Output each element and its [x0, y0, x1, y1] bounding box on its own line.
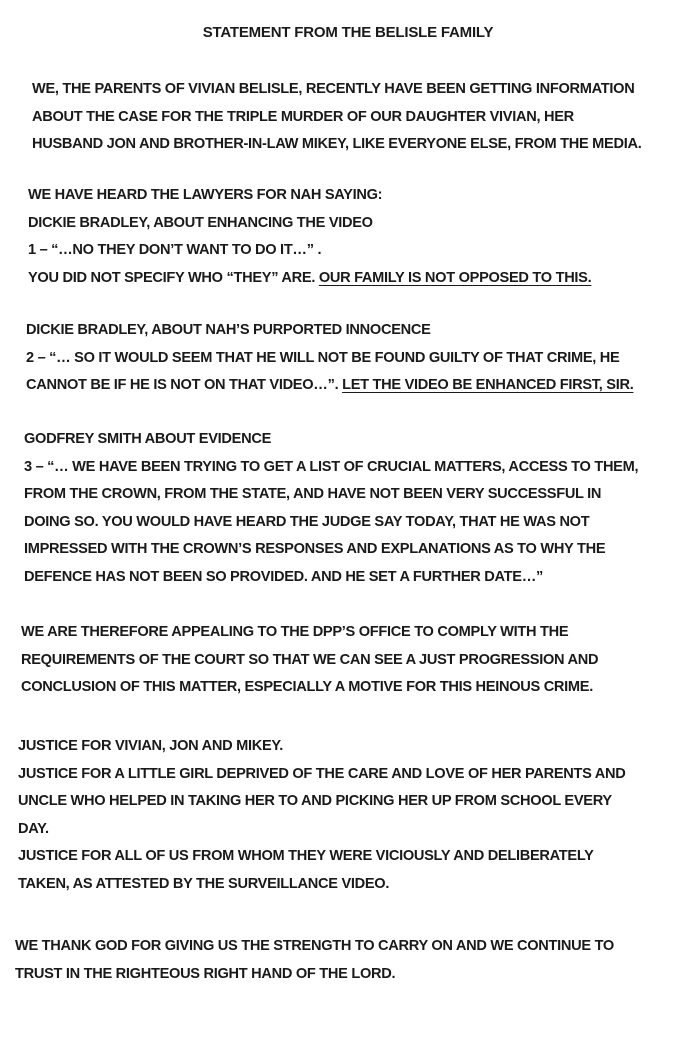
- justice-line: JUSTICE FOR ALL OF US FROM WHOM THEY WERE VICIOUSLY AND DELIBERATELY: [18, 848, 594, 864]
- quote-2-response-underlined: LET THE VIDEO BE ENHANCED FIRST, SIR.: [342, 377, 634, 393]
- quote-2-text-1: 2 – “… SO IT WOULD SEEM THAT HE WILL NOT BE FOUND GUILTY OF THAT CRIME, HE: [26, 349, 620, 366]
- justice-line: TAKEN, AS ATTESTED BY THE SURVEILLANCE VIDEO.: [18, 875, 390, 892]
- quote-1-response-line: [28, 265, 591, 293]
- quote-2-text-line-2: [26, 372, 633, 400]
- quote-3-line: DEFENCE HAS NOT BEEN SO PROVIDED. AND HE SET A FURTHER DATE…”: [24, 568, 544, 585]
- quote-1-response: YOU DID NOT SPECIFY WHO “THEY” ARE.: [28, 269, 319, 286]
- justice-line: UNCLE WHO HELPED IN TAKING HER TO AND PICKING HER UP FROM SCHOOL EVERY: [18, 793, 612, 809]
- justice-paragraph: [18, 733, 626, 898]
- quote-3-line: IMPRESSED WITH THE CROWN’S RESPONSES AND EXPLANATIONS AS TO WHY THE: [24, 541, 606, 557]
- closing-line: TRUST IN THE RIGHTEOUS RIGHT HAND OF THE LORD.: [15, 965, 396, 982]
- quote-1-text: 1 – “…NO THEY DON’T WANT TO DO IT…” .: [28, 242, 322, 258]
- quote-3-speaker: GODFREY SMITH ABOUT EVIDENCE: [24, 431, 272, 447]
- quote-2-text-2: CANNOT BE IF HE IS NOT ON THAT VIDEO…”.: [26, 377, 343, 393]
- justice-line: DAY.: [18, 820, 49, 837]
- intro-line: WE, THE PARENTS OF VIVIAN BELISLE, RECENTLY HAVE BEEN GETTING INFORMATION: [32, 81, 635, 97]
- quote-2-speaker: DICKIE BRADLEY, ABOUT NAH’S PURPORTED INNOCENCE: [26, 322, 431, 338]
- quote-3-line: 3 – “… WE HAVE BEEN TRYING TO GET A LIST OF CRUCIAL MATTERS, ACCESS TO THEM,: [24, 458, 639, 475]
- appeal-line: REQUIREMENTS OF THE COURT SO THAT WE CAN SEE A JUST PROGRESSION AND: [21, 651, 599, 668]
- appeal-line: CONCLUSION OF THIS MATTER, ESPECIALLY A MOTIVE FOR THIS HEINOUS CRIME.: [21, 679, 593, 695]
- intro-paragraph: [32, 76, 641, 159]
- quote-1-speaker: DICKIE BRADLEY, ABOUT ENHANCING THE VIDEO: [28, 214, 373, 231]
- document-title: STATEMENT FROM THE BELISLE FAMILY: [202, 24, 494, 41]
- appeal-paragraph: [21, 619, 598, 702]
- justice-line: JUSTICE FOR A LITTLE GIRL DEPRIVED OF THE CARE AND LOVE OF HER PARENTS AND: [18, 765, 626, 782]
- quote-3-section: [24, 426, 638, 591]
- appeal-line: WE ARE THEREFORE APPEALING TO THE DPP’S OFFICE TO COMPLY WITH THE: [21, 624, 569, 640]
- intro-line: ABOUT THE CASE FOR THE TRIPLE MURDER OF OUR DAUGHTER VIVIAN, HER: [32, 108, 574, 125]
- closing-line: WE THANK GOD FOR GIVING US THE STRENGTH TO CARRY ON AND WE CONTINUE TO: [15, 938, 614, 954]
- lawyers-heading: WE HAVE HEARD THE LAWYERS FOR NAH SAYING:: [28, 187, 383, 203]
- closing-paragraph: [15, 933, 614, 988]
- intro-line: HUSBAND JON AND BROTHER-IN-LAW MIKEY, LIKE EVERYONE ELSE, FROM THE MEDIA.: [32, 136, 642, 152]
- lawyers-section: [28, 182, 591, 292]
- quote-3-line: DOING SO. YOU WOULD HAVE HEARD THE JUDGE SAY TODAY, THAT HE WAS NOT: [24, 513, 590, 530]
- quote-1-response-underlined: OUR FAMILY IS NOT OPPOSED TO THIS.: [318, 269, 592, 286]
- quote-2-section: [26, 317, 633, 400]
- quote-3-line: FROM THE CROWN, FROM THE STATE, AND HAVE NOT BEEN VERY SUCCESSFUL IN: [24, 486, 602, 502]
- justice-line: JUSTICE FOR VIVIAN, JON AND MIKEY.: [18, 738, 283, 754]
